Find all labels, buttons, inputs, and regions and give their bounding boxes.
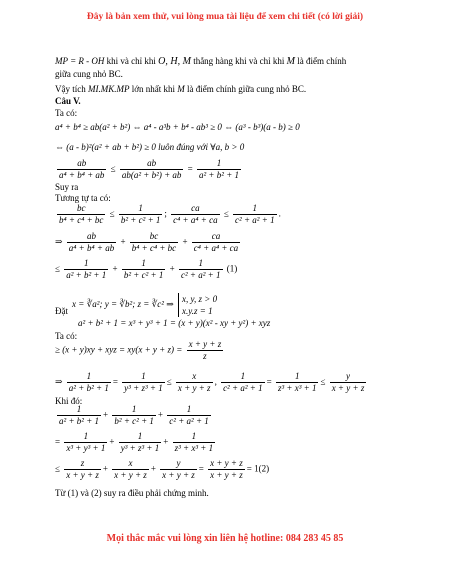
- hotline-footer: Mọi thắc mắc vui lòng xin liên hệ hotline: 084 283 45 85: [106, 533, 344, 544]
- equation-fraction: = $\frac{1}{\text{x³ + y³ + 1}}$ + $\frac{1}{\text{y³ + z³ + 1}}$ + $\frac{1}{\text{z³ + x³ + 1}}$: [55, 431, 214, 453]
- equation-fraction: ≥ (x + y)xy + xyz = xy(x + y + z) = $\frac{x + y + z}{z}$: [55, 339, 222, 361]
- equation-fraction: ≤ $\frac{z}{x + y + z}$ + $\frac{x}{x + y + z}$ + $\frac{y}{x + y + z}$ = $\frac{x + y + z}{x + y + z}$ = 1(2): [55, 458, 270, 480]
- equation-fraction: ⇒ $\frac{1}{\text{a² + b² + 1}}$ = $\frac{1}{\text{y³ + z³ + 1}}$ ≤ $\frac{x}{x + y + z}$ , $\frac{1}{\text{c² + a² + 1}}$ = $\frac{1}{\text{z³ + x³ + 1}}$ ≤ $\frac{y}{x + y + z}$: [55, 371, 365, 393]
- text-line: Tương tự ta có:: [55, 193, 111, 203]
- equation: x = ∛a²; y = ∛b²; z = ∛c² ⇒ x, y, z > 0 x.y.z = 1: [72, 294, 218, 316]
- equation: ⇔ (a - b)²(a² + ab + b²) ≥ 0 luôn đúng với ∀a, b > 0: [55, 142, 245, 152]
- text-line: Ta có:: [55, 331, 78, 341]
- equation: a² + b² + 1 = x³ + y³ + 1 = (x + y)(x² - xy + y²) + xyz: [78, 318, 271, 328]
- equation-fraction: ≤ $\frac{1}{\text{a² + b² + 1}}$ + $\frac{1}{\text{b² + c² + 1}}$ + $\frac{1}{\text{c² + a² + 1}}$ (1): [55, 258, 238, 280]
- text-line: Từ (1) và (2) suy ra điều phải chứng minh.: [55, 488, 209, 498]
- text-line: Đặt: [55, 306, 68, 316]
- equation-fraction: $\frac{ab}{\text{a⁴ + b⁴ + ab}}$ ≤ $\frac{ab}{\text{ab(a² + b²) + ab}}$ = $\frac{1}{\text{a² + b² + 1}}$: [59, 158, 240, 180]
- text-line: Suy ra: [55, 182, 79, 192]
- section-heading: Câu V.: [55, 96, 81, 106]
- text-line: Vậy tích MI.MK.MP lớn nhất khi M là điểm chính giữa cung nhỏ BC.: [55, 84, 307, 94]
- text-line: Ta có:: [55, 108, 78, 118]
- equation: a⁴ + b⁴ ≥ ab(a² + b²) ⇔ a⁴ - a³b + b⁴ - ab³ ≥ 0 ⇔ (a³ - b³)(a - b) ≥ 0: [55, 122, 300, 132]
- preview-banner: Đây là bản xem thử, vui lòng mua tài liệu để xem chi tiết (có lời giải): [86, 12, 364, 22]
- text-line: Khi đó:: [55, 396, 83, 406]
- text-line: MP = R - OH khi và chỉ khi O, H, M thẳng hàng khi và chỉ khi M là điểm chính: [55, 56, 347, 67]
- equation-fraction: ⇒ $\frac{ab}{\text{a⁴ + b⁴ + ab}}$ + $\frac{bc}{\text{b⁴ + c⁴ + bc}}$ + $\frac{ca}{\text{c⁴ + a⁴ + ca}}$: [55, 231, 239, 253]
- equation-fraction: $\frac{1}{\text{a² + b² + 1}}$ + $\frac{1}{\text{b² + c² + 1}}$ + $\frac{1}{\text{c² + a² + 1}}$: [59, 404, 209, 426]
- equation-fraction: $\frac{bc}{\text{b⁴ + c⁴ + bc}}$ ≤ $\frac{1}{\text{b² + c² + 1}}$ ; $\frac{ca}{\text{c⁴ + a⁴ + ca}}$ ≤ $\frac{1}{\text{c² + a² + 1}}$ .: [59, 203, 281, 225]
- text-line: giữa cung nhỏ BC.: [55, 69, 123, 79]
